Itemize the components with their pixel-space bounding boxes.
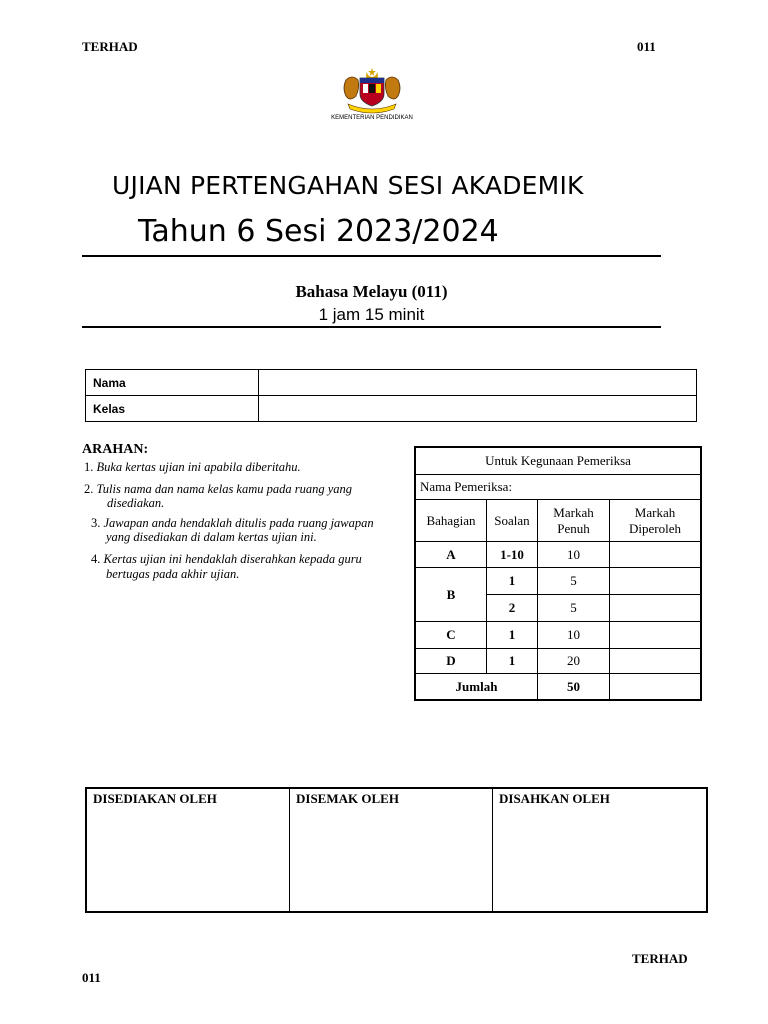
title-divider bbox=[82, 255, 661, 257]
question-cell: 1-10 bbox=[487, 542, 538, 568]
exam-title: UJIAN PERTENGAHAN SESI AKADEMIK bbox=[112, 171, 584, 200]
footer-classification: TERHAD bbox=[632, 951, 688, 966]
section-cell: A bbox=[416, 542, 487, 568]
signoff-table bbox=[85, 787, 708, 913]
total-label: Jumlah bbox=[416, 674, 538, 700]
section-cell: C bbox=[416, 622, 487, 649]
approved-by-label: DISAHKAN OLEH bbox=[499, 791, 610, 806]
obtained-marks-cell[interactable] bbox=[610, 622, 701, 649]
examiner-name-label: Nama Pemeriksa: bbox=[420, 479, 513, 494]
subject-name: Bahasa Melayu (011) bbox=[295, 282, 448, 301]
column-header: Markah Penuh bbox=[538, 500, 610, 542]
question-cell: 1 bbox=[487, 649, 538, 674]
full-marks-cell: 5 bbox=[538, 568, 610, 595]
full-marks-cell: 20 bbox=[538, 649, 610, 674]
obtained-marks-cell[interactable] bbox=[610, 595, 701, 622]
full-marks-cell: 10 bbox=[538, 622, 610, 649]
instruction-text: Kertas ujian ini hendaklah diserahkan kepada guru bbox=[103, 552, 362, 566]
class-field[interactable] bbox=[259, 396, 697, 422]
column-header: Soalan bbox=[487, 500, 538, 542]
class-label: Kelas bbox=[86, 396, 259, 422]
table-row bbox=[416, 622, 701, 649]
column-header: Bahagian bbox=[416, 500, 487, 542]
checked-by-label: DISEMAK OLEH bbox=[296, 791, 399, 806]
instruction-text-continued: disediakan. bbox=[107, 496, 165, 510]
exam-duration: 1 jam 15 minit bbox=[318, 305, 425, 324]
instruction-number: 2. bbox=[84, 482, 94, 496]
section-cell: D bbox=[416, 649, 487, 674]
question-cell: 1 bbox=[487, 622, 538, 649]
examiner-name-field[interactable] bbox=[416, 475, 701, 500]
total-obtained-marks[interactable] bbox=[610, 674, 701, 700]
examiner-marks-table bbox=[414, 446, 702, 701]
header-classification: TERHAD bbox=[82, 39, 138, 54]
subject-divider bbox=[82, 326, 661, 328]
column-header: Markah Diperoleh bbox=[610, 500, 701, 542]
question-cell: 2 bbox=[487, 595, 538, 622]
instruction-text: Buka kertas ujian ini apabila diberitahu. bbox=[96, 460, 301, 474]
instruction-number: 3. bbox=[91, 516, 101, 530]
instruction-item bbox=[84, 460, 301, 474]
name-field[interactable] bbox=[259, 370, 697, 396]
full-marks-cell: 5 bbox=[538, 595, 610, 622]
instruction-item bbox=[84, 482, 352, 496]
section-cell: B bbox=[416, 568, 487, 622]
approved-by-cell[interactable] bbox=[493, 789, 707, 912]
checked-by-cell[interactable] bbox=[290, 789, 493, 912]
coat-of-arms-logo bbox=[334, 66, 410, 114]
footer-paper-code: 011 bbox=[82, 970, 101, 985]
obtained-marks-cell[interactable] bbox=[610, 568, 701, 595]
name-label: Nama bbox=[86, 370, 259, 396]
question-cell: 1 bbox=[487, 568, 538, 595]
instruction-text-continued: yang disediakan di dalam kertas ujian ini. bbox=[106, 530, 317, 544]
instruction-number: 4. bbox=[91, 552, 101, 566]
instruction-text-continued: bertugas pada akhir ujian. bbox=[106, 567, 240, 581]
prepared-by-label: DISEDIAKAN OLEH bbox=[93, 791, 217, 806]
header-paper-code: 011 bbox=[637, 39, 656, 54]
total-row bbox=[416, 674, 701, 700]
instructions-heading: ARAHAN: bbox=[82, 442, 149, 457]
instruction-number: 1. bbox=[84, 460, 94, 474]
crest-caption: KEMENTERIAN PENDIDIKAN bbox=[331, 115, 413, 121]
marks-table-title: Untuk Kegunaan Pemeriksa bbox=[416, 448, 701, 475]
obtained-marks-cell[interactable] bbox=[610, 649, 701, 674]
prepared-by-cell[interactable] bbox=[87, 789, 290, 912]
full-marks-cell: 10 bbox=[538, 542, 610, 568]
instruction-text: Jawapan anda hendaklah ditulis pada ruang jawapan bbox=[103, 516, 374, 530]
table-row bbox=[416, 568, 701, 595]
instruction-item bbox=[91, 516, 374, 530]
exam-year-session: Tahun 6 Sesi 2023/2024 bbox=[138, 214, 499, 249]
total-full-marks: 50 bbox=[538, 674, 610, 700]
table-row bbox=[416, 649, 701, 674]
instruction-item bbox=[91, 552, 362, 566]
table-row bbox=[416, 542, 701, 568]
instruction-text: Tulis nama dan nama kelas kamu pada ruang yang bbox=[96, 482, 353, 496]
student-info-table bbox=[85, 369, 697, 422]
obtained-marks-cell[interactable] bbox=[610, 542, 701, 568]
